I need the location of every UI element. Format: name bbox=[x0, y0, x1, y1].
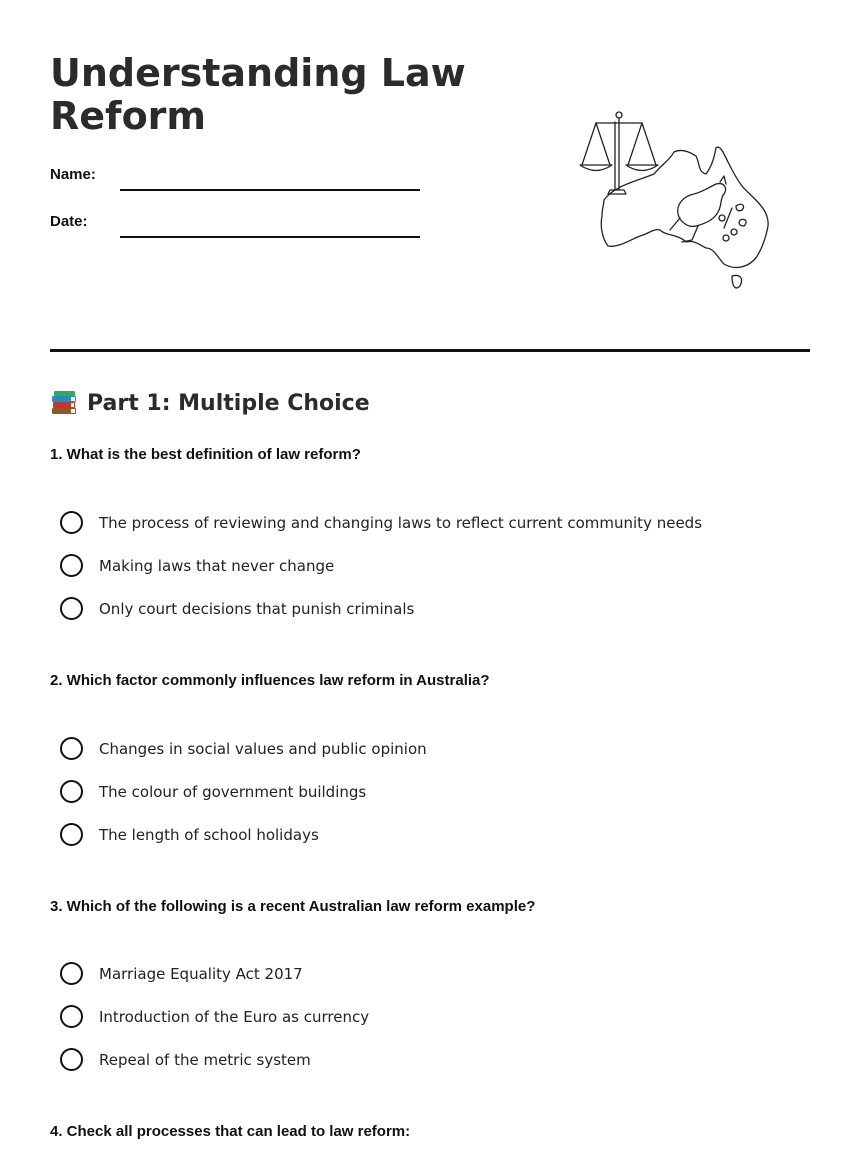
radio-button[interactable] bbox=[60, 737, 83, 760]
name-field-row bbox=[50, 166, 420, 183]
q2-option-a[interactable] bbox=[60, 737, 427, 760]
option-label: Introduction of the Euro as currency bbox=[99, 1007, 370, 1026]
option-label: The colour of government buildings bbox=[99, 782, 367, 801]
q3-option-c[interactable] bbox=[60, 1048, 311, 1071]
option-label: Repeal of the metric system bbox=[99, 1050, 311, 1069]
radio-button[interactable] bbox=[60, 554, 83, 577]
date-label: Date: bbox=[50, 213, 88, 230]
date-field-row bbox=[50, 213, 420, 230]
question-2: 2. Which factor commonly influences law reform in Australia? bbox=[50, 672, 490, 689]
q2-option-c[interactable] bbox=[60, 823, 319, 846]
option-label: Marriage Equality Act 2017 bbox=[99, 964, 303, 983]
q3-option-b[interactable] bbox=[60, 1005, 369, 1028]
radio-button[interactable] bbox=[60, 511, 83, 534]
radio-button[interactable] bbox=[60, 1048, 83, 1071]
question-4: 4. Check all processes that can lead to law reform: bbox=[50, 1123, 411, 1140]
part1-title-text: Part 1: Multiple Choice bbox=[87, 390, 370, 416]
radio-button[interactable] bbox=[60, 597, 83, 620]
name-field[interactable] bbox=[120, 189, 420, 191]
radio-button[interactable] bbox=[60, 823, 83, 846]
part1-title bbox=[50, 390, 370, 416]
australia-map-scales-icon bbox=[574, 108, 774, 294]
date-field[interactable] bbox=[120, 236, 420, 238]
option-label: The process of reviewing and changing laws to reflect current community needs bbox=[99, 513, 703, 532]
q2-option-b[interactable] bbox=[60, 780, 366, 803]
q1-option-a[interactable] bbox=[60, 511, 702, 534]
question-3: 3. Which of the following is a recent Australian law reform example? bbox=[50, 898, 536, 915]
option-label: Changes in social values and public opinion bbox=[99, 739, 427, 758]
option-label: Making laws that never change bbox=[99, 556, 335, 575]
radio-button[interactable] bbox=[60, 1005, 83, 1028]
q1-option-c[interactable] bbox=[60, 597, 414, 620]
option-label: The length of school holidays bbox=[99, 825, 319, 844]
radio-button[interactable] bbox=[60, 962, 83, 985]
question-1: 1. What is the best definition of law reform? bbox=[50, 446, 361, 463]
header-divider bbox=[50, 349, 810, 352]
q1-option-b[interactable] bbox=[60, 554, 334, 577]
books-icon bbox=[50, 390, 78, 416]
page-title: Understanding Law Reform bbox=[50, 51, 466, 138]
radio-button[interactable] bbox=[60, 780, 83, 803]
q3-option-a[interactable] bbox=[60, 962, 303, 985]
name-label: Name: bbox=[50, 166, 96, 183]
option-label: Only court decisions that punish criminals bbox=[99, 599, 415, 618]
